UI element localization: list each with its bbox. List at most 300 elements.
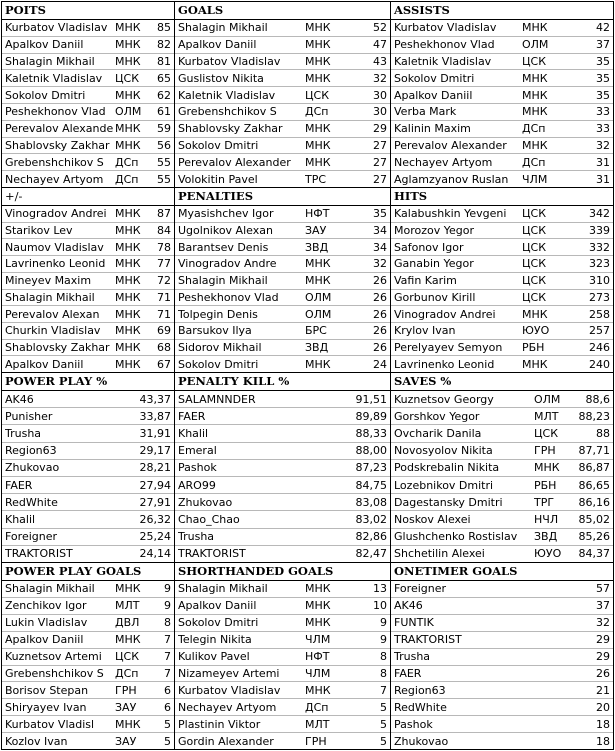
stat-row — [391, 239, 613, 256]
player-name: FUNTIK — [394, 616, 434, 630]
stat-row — [391, 529, 613, 546]
stat-row — [391, 54, 613, 71]
team-code: ДСп — [115, 172, 139, 186]
stat-value: 26 — [373, 274, 387, 288]
stat-value: 87 — [157, 207, 171, 221]
player-name: Shalagin Mikhail — [178, 274, 268, 288]
stat-value: 29 — [373, 122, 387, 136]
stat-value: 81 — [157, 54, 171, 68]
player-name: Grebenshchikov S — [5, 666, 104, 680]
stat-value: 87,23 — [355, 461, 387, 475]
team-code: ДСп — [115, 155, 139, 169]
stat-value: 310 — [589, 274, 610, 288]
player-name: Barsukov Ilya — [178, 324, 252, 338]
stat-value: 69 — [157, 324, 171, 338]
stat-block-plusminus — [2, 188, 175, 373]
stat-row — [175, 239, 390, 256]
stat-row — [391, 425, 613, 442]
stat-row — [2, 581, 174, 598]
team-code: МНК — [115, 274, 141, 288]
stat-row — [175, 20, 390, 37]
player-name: Trusha — [5, 427, 42, 440]
stat-row — [175, 206, 390, 223]
team-code: ДСп — [305, 700, 329, 714]
stat-row — [175, 37, 390, 54]
player-name: Lukin Vladislav — [5, 616, 88, 630]
stat-row — [175, 70, 390, 87]
stat-block-points — [2, 2, 175, 188]
stat-value: 240 — [589, 357, 610, 371]
block-title: GOALS — [175, 2, 390, 20]
stat-value: 78 — [157, 240, 171, 254]
block-title: PENALTIES — [175, 188, 390, 206]
stat-value: 30 — [373, 105, 387, 119]
team-code: МНК — [115, 324, 141, 338]
stat-row — [2, 716, 174, 733]
stat-row — [2, 682, 174, 699]
stat-value: 25,24 — [139, 530, 171, 544]
player-name: Naumov Vladislav — [5, 240, 104, 254]
player-name: Ganabin Yegor — [394, 257, 474, 271]
player-name: Nechayev Artyom — [5, 172, 104, 186]
team-code: ЦСК — [522, 274, 547, 288]
team-code: МНК — [115, 290, 141, 304]
stat-row — [391, 477, 613, 494]
stat-row — [2, 104, 174, 121]
stat-value: 7 — [164, 650, 171, 664]
stat-row — [391, 70, 613, 87]
player-name: Kozlov Ivan — [5, 734, 68, 748]
stat-row — [2, 171, 174, 187]
team-code: МЛТ — [305, 717, 330, 731]
stat-row — [175, 54, 390, 71]
player-name: Gorbunov Kirill — [394, 290, 476, 304]
player-name: Mineyev Maxim — [5, 274, 92, 288]
stat-block-goals — [175, 2, 391, 188]
player-name: Kalabushkin Yevgeni — [394, 207, 507, 221]
player-name: Region63 — [5, 444, 57, 458]
stat-row — [175, 340, 390, 357]
player-name: Kurbatov Vladislav — [5, 21, 108, 35]
team-code: ТРС — [305, 172, 327, 186]
team-code: ГРН — [534, 444, 556, 458]
stat-block-shgoals — [175, 563, 391, 750]
player-name: FAER — [394, 666, 422, 680]
player-name: Shalagin Mikhail — [5, 582, 95, 596]
player-name: Kurbatov Vladislav — [394, 21, 497, 35]
stat-value: 27 — [373, 172, 387, 186]
stat-value: 27 — [373, 155, 387, 169]
team-code: ЦСК — [522, 54, 547, 68]
stat-row — [391, 598, 613, 615]
stat-row — [391, 615, 613, 632]
stat-row — [2, 239, 174, 256]
stat-value: 35 — [596, 54, 610, 68]
player-name: Perevalov Alexande — [5, 122, 114, 136]
stat-row — [175, 273, 390, 290]
stat-value: 5 — [380, 717, 387, 731]
stat-value: 7 — [164, 666, 171, 680]
player-name: ARO99 — [178, 478, 216, 492]
player-name: Ovcharik Danila — [394, 427, 482, 440]
stat-value: 56 — [157, 138, 171, 152]
player-name: Apalkov Daniil — [5, 633, 84, 647]
player-name: Morozov Yegor — [394, 224, 475, 238]
stat-row — [391, 391, 613, 408]
block-title: POWER PLAY % — [2, 373, 174, 391]
player-name: Sokolov Dmitri — [394, 71, 475, 85]
stat-row — [175, 290, 390, 307]
stat-row — [2, 666, 174, 683]
stat-value: 35 — [596, 88, 610, 102]
stat-block-onetimer — [391, 563, 614, 750]
stat-row — [175, 306, 390, 323]
team-code: ЗАУ — [305, 224, 327, 238]
stat-value: 24,14 — [139, 547, 171, 561]
team-code: ДСп — [522, 122, 546, 136]
player-name: Nechayev Artyom — [394, 155, 493, 169]
stat-value: 42 — [596, 21, 610, 35]
stat-row — [175, 356, 390, 372]
stat-value: 37 — [596, 38, 610, 52]
stat-row — [2, 649, 174, 666]
block-title: HITS — [391, 188, 613, 206]
stat-value: 9 — [380, 616, 387, 630]
stat-value: 26 — [373, 290, 387, 304]
stat-row — [175, 460, 390, 477]
player-name: Kuznetsov Georgy — [394, 392, 494, 406]
team-code: НЧЛ — [534, 513, 559, 527]
stat-value: 83,08 — [355, 495, 387, 509]
stat-row — [391, 306, 613, 323]
stat-value: 323 — [589, 257, 610, 271]
player-name: Shablovsky Zakhar — [5, 138, 110, 152]
stat-value: 82,47 — [355, 547, 387, 561]
stat-row — [175, 581, 390, 598]
stat-row — [175, 477, 390, 494]
stat-value: 5 — [380, 734, 387, 748]
stat-row — [391, 87, 613, 104]
team-code: МНК — [115, 21, 141, 35]
player-name: Ugolnikov Alexan — [178, 224, 273, 238]
stat-value: 55 — [157, 172, 171, 186]
stat-value: 29,17 — [139, 444, 171, 458]
stat-row — [175, 171, 390, 187]
team-code: РБН — [534, 478, 557, 492]
team-code: ЧЛМ — [305, 633, 331, 647]
team-code: МНК — [115, 122, 141, 136]
stat-value: 61 — [157, 105, 171, 119]
player-name: Glushchenko Rostislav — [394, 530, 518, 544]
player-name: Myasishchev Igor — [178, 207, 274, 221]
team-code: НФТ — [305, 207, 330, 221]
player-name: Sokolov Dmitri — [178, 138, 259, 152]
stat-value: 29 — [596, 650, 610, 664]
stat-row — [391, 104, 613, 121]
player-name: Kurbatov Vladislav — [178, 683, 281, 697]
block-title: ONETIMER GOALS — [391, 563, 613, 581]
stat-value: 91,51 — [355, 392, 387, 406]
stat-row — [2, 425, 174, 442]
team-code: МНК — [305, 274, 331, 288]
stat-value: 24 — [373, 357, 387, 371]
stat-row — [175, 511, 390, 528]
player-name: Kaletnik Vladislav — [394, 54, 492, 68]
player-name: RedWhite — [394, 700, 447, 714]
player-name: Shablovsky Zakhar — [5, 340, 110, 354]
stat-value: 342 — [589, 207, 610, 221]
player-name: FAER — [178, 409, 206, 423]
stat-row — [2, 598, 174, 615]
stat-row — [391, 716, 613, 733]
team-code: МНК — [534, 461, 560, 475]
stat-value: 257 — [589, 324, 610, 338]
player-name: Perevalov Alexander — [178, 155, 291, 169]
stat-value: 32 — [596, 616, 610, 630]
stat-row — [175, 104, 390, 121]
team-code: МНК — [115, 257, 141, 271]
team-code: МНК — [115, 224, 141, 238]
player-name: Kaletnik Vladislav — [5, 71, 103, 85]
team-code: МНК — [115, 357, 141, 371]
team-code: МНК — [305, 582, 331, 596]
player-name: Volokitin Pavel — [178, 172, 258, 186]
stat-value: 5 — [380, 700, 387, 714]
player-name: Trusha — [178, 530, 215, 544]
stat-value: 20 — [596, 700, 610, 714]
stat-row — [391, 649, 613, 666]
stat-row — [391, 546, 613, 562]
player-name: Apalkov Daniil — [178, 599, 257, 613]
team-code: ЗВД — [534, 530, 558, 544]
stat-block-hits — [391, 188, 614, 373]
stat-row — [175, 256, 390, 273]
player-name: Pashok — [178, 461, 217, 475]
stat-value: 26 — [596, 666, 610, 680]
team-code: МНК — [115, 88, 141, 102]
player-name: Zhukovao — [5, 461, 60, 475]
team-code: ДСп — [305, 105, 329, 119]
player-name: Safonov Igor — [394, 240, 464, 254]
stat-value: 246 — [589, 340, 610, 354]
stat-block-penalties — [175, 188, 391, 373]
team-code: МНК — [522, 138, 548, 152]
player-name: Barantsev Denis — [178, 240, 269, 254]
stat-value: 33,87 — [139, 409, 171, 423]
stat-row — [175, 682, 390, 699]
team-code: МНК — [115, 38, 141, 52]
stat-row — [2, 408, 174, 425]
player-name: Emeral — [178, 444, 217, 458]
block-title: PENALTY KILL % — [175, 373, 390, 391]
stat-value: 34 — [373, 240, 387, 254]
stat-value: 21 — [596, 683, 610, 697]
stat-value: 9 — [164, 599, 171, 613]
stat-value: 77 — [157, 257, 171, 271]
team-code: ЮУО — [522, 324, 550, 338]
stat-value: 27,94 — [139, 478, 171, 492]
player-name: TRAKTORIST — [5, 547, 73, 561]
stat-row — [391, 460, 613, 477]
stat-row — [2, 356, 174, 372]
player-name: Shablovsky Zakhar — [178, 122, 283, 136]
stat-row — [391, 581, 613, 598]
stat-value: 88 — [596, 427, 610, 440]
stat-row — [175, 716, 390, 733]
stat-value: 33 — [596, 105, 610, 119]
player-name: Krylov Ivan — [394, 324, 456, 338]
stat-value: 84,75 — [355, 478, 387, 492]
team-code: МНК — [115, 340, 141, 354]
stat-value: 26 — [373, 307, 387, 321]
team-code: ЧЛМ — [522, 172, 548, 186]
team-code: ЗАУ — [115, 700, 137, 714]
player-name: Tolpegin Denis — [178, 307, 258, 321]
block-title: POWER PLAY GOALS — [2, 563, 174, 581]
stat-row — [175, 666, 390, 683]
stat-value: 67 — [157, 357, 171, 371]
stat-value: 84,37 — [578, 547, 610, 561]
player-name: Zhukovao — [394, 734, 449, 748]
stat-value: 27,91 — [139, 495, 171, 509]
team-code: МНК — [522, 88, 548, 102]
stat-row — [175, 529, 390, 546]
player-name: Trusha — [394, 650, 431, 664]
stat-row — [2, 511, 174, 528]
stat-row — [391, 256, 613, 273]
stat-value: 47 — [373, 38, 387, 52]
stat-row — [391, 408, 613, 425]
stat-row — [175, 598, 390, 615]
player-name: TRAKTORIST — [394, 633, 462, 647]
stat-value: 85,26 — [578, 530, 610, 544]
team-code: МНК — [305, 599, 331, 613]
stat-row — [391, 323, 613, 340]
stat-value: 43,37 — [139, 392, 171, 406]
player-name: Apalkov Daniil — [5, 38, 84, 52]
block-title: SAVES % — [391, 373, 613, 391]
stat-row — [2, 138, 174, 155]
stat-row — [391, 443, 613, 460]
stat-value: 85,02 — [578, 513, 610, 527]
stat-row — [2, 632, 174, 649]
stat-value: 86,65 — [578, 478, 610, 492]
stat-row — [2, 256, 174, 273]
player-name: TRAKTORIST — [178, 547, 246, 561]
player-name: Noskov Alexei — [394, 513, 471, 527]
team-code: ОЛМ — [305, 290, 332, 304]
stat-value: 7 — [380, 683, 387, 697]
stat-row — [175, 223, 390, 240]
team-code: МНК — [522, 21, 548, 35]
player-name: Kurbatov Vladislav — [178, 54, 281, 68]
player-name: Kulikov Pavel — [178, 650, 250, 664]
team-code: ЦСК — [522, 257, 547, 271]
player-name: Starikov Lev — [5, 224, 73, 238]
stat-value: 87,71 — [578, 444, 610, 458]
team-code: НФТ — [305, 650, 330, 664]
player-name: Shalagin Mikhail — [178, 582, 268, 596]
team-code: МНК — [305, 38, 331, 52]
stat-row — [2, 121, 174, 138]
player-name: Vinogradov Andrei — [5, 207, 107, 221]
stat-value: 26,32 — [139, 513, 171, 527]
stat-value: 72 — [157, 274, 171, 288]
team-code: МНК — [305, 683, 331, 697]
player-name: Nizameyev Artemi — [178, 666, 280, 680]
stat-row — [2, 391, 174, 408]
team-code: ГРН — [305, 734, 327, 748]
stat-row — [2, 494, 174, 511]
stat-row — [391, 290, 613, 307]
player-name: Aglamzyanov Ruslan — [394, 172, 509, 186]
stat-row — [2, 54, 174, 71]
stat-row — [391, 171, 613, 187]
stat-value: 332 — [589, 240, 610, 254]
stat-value: 88,00 — [355, 444, 387, 458]
stat-value: 35 — [373, 207, 387, 221]
stat-row — [391, 511, 613, 528]
team-code: МЛТ — [534, 409, 559, 423]
stat-value: 8 — [380, 650, 387, 664]
stat-value: 55 — [157, 155, 171, 169]
stat-value: 88,6 — [585, 392, 610, 406]
player-name: SALAMNNDER — [178, 392, 256, 406]
stat-value: 34 — [373, 224, 387, 238]
team-code: ЮУО — [534, 547, 562, 561]
player-name: Khalil — [5, 513, 36, 527]
stat-value: 6 — [164, 700, 171, 714]
stat-block-ppgoals — [2, 563, 175, 750]
team-code: МНК — [305, 616, 331, 630]
stat-row — [175, 138, 390, 155]
stat-value: 52 — [373, 21, 387, 35]
stat-row — [391, 223, 613, 240]
stat-row — [391, 273, 613, 290]
stat-value: 57 — [596, 582, 610, 596]
team-code: ГРН — [115, 683, 137, 697]
team-code: МНК — [522, 105, 548, 119]
player-name: Churkin Vladislav — [5, 324, 101, 338]
player-name: RedWhite — [5, 495, 58, 509]
stat-value: 32 — [596, 138, 610, 152]
team-code: МНК — [522, 357, 548, 371]
team-code: МНК — [305, 54, 331, 68]
player-name: Kaletnik Vladislav — [178, 88, 276, 102]
team-code: ЦСК — [115, 71, 140, 85]
stat-row — [2, 546, 174, 562]
stat-block-penaltykill — [175, 373, 391, 563]
stat-row — [175, 425, 390, 442]
stat-row — [175, 649, 390, 666]
team-code: ЗВД — [305, 240, 329, 254]
team-code: МНК — [115, 633, 141, 647]
stat-row — [2, 206, 174, 223]
player-name: Vinogradov Andre — [178, 257, 277, 271]
player-name: Plastinin Viktor — [178, 717, 261, 731]
player-name: Punisher — [5, 409, 53, 423]
team-code: ЦСК — [534, 427, 559, 440]
stat-value: 32 — [373, 257, 387, 271]
stat-value: 89,89 — [355, 409, 387, 423]
stat-value: 83,02 — [355, 513, 387, 527]
stat-row — [391, 682, 613, 699]
stat-row — [2, 37, 174, 54]
stat-value: 13 — [373, 582, 387, 596]
team-code: ДСп — [522, 155, 546, 169]
player-name: Foreigner — [394, 582, 447, 596]
stat-row — [391, 733, 613, 749]
